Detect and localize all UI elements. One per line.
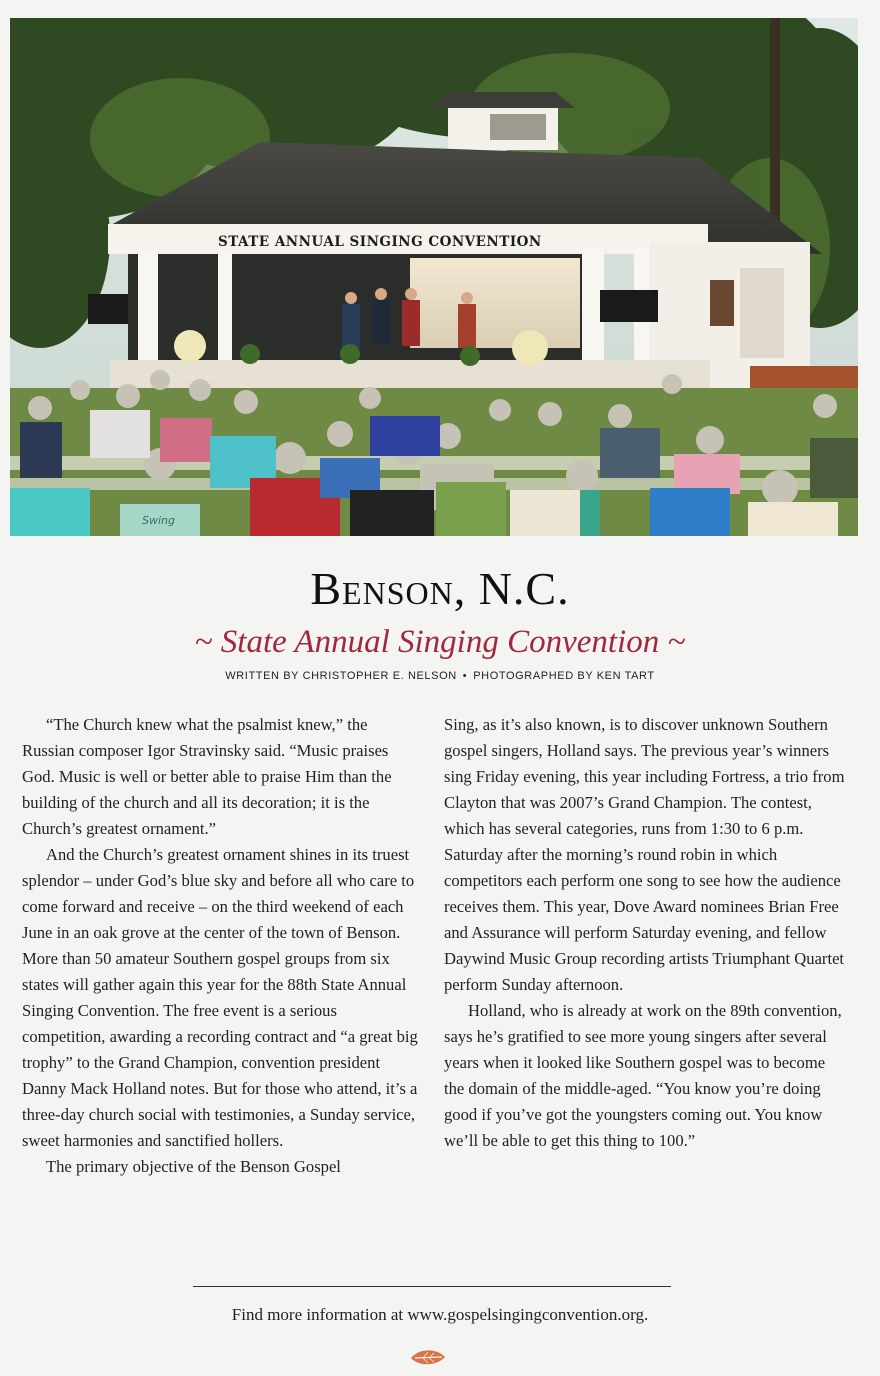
article-paragraph: The primary objective of the Benson Gospel	[46, 1157, 341, 1176]
article-paragraph: Sing, as it’s also known, is to discover unknown Southern gospel singers, Holland says. The previous year’s winners sing Friday evening, this year including Fortress, a trio from Clayton that was 2007’s Grand Champion. The contest, which has several categories, runs from 1:30 to 6 p.m. Saturday after the morning’s round robin in which competitors each perform one song to see how the audience receives them. This year, Dove Award nominees Brian Free and Assurance will perform Saturday evening, and fellow Daywind Music Group recording artists Triumphant Quartet perform Sunday afternoon.	[444, 715, 845, 994]
byline	[0, 670, 880, 682]
footer-divider	[193, 1286, 671, 1287]
article-paragraph: “The Church knew what the psalmist knew,” the Russian composer Igor Stravinsky said. “Music praises God. Music is well or better able to praise Him than the building of the church and all its decoration; it is the Church’s greatest ornament.”	[22, 715, 392, 838]
article-paragraph: Holland, who is already at work on the 89th convention, says he’s gratified to see more young singers after several years when it looked like Southern gospel was to become the domain of the middle-aged. “You know you’re doing good if you’ve got the youngsters coming out. You know we’ll be able to get this thing to 100.”	[444, 1001, 842, 1150]
article-column-right	[444, 712, 848, 1154]
leaf-ornament-icon	[409, 1346, 447, 1368]
cover-photo	[10, 18, 858, 536]
byline-separator: •	[462, 670, 468, 682]
article-paragraph: And the Church’s greatest ornament shines in its truest splendor – under God’s blue sky and before all who care to come forward and receive – on the third weekend of each June in an oak grove at the center of the town of Benson. More than 50 amateur Southern gospel groups from six states will gather again this year for the 88th State Annual Singing Convention. The free event is a serious competition, awarding a recording contract and “a great big trophy” to the Grand Champion, convention president Danny Mack Holland notes. But for those who attend, it’s a three-day church social with testimonies, a Sunday service, sweet harmonies and sanctified hollers.	[22, 845, 418, 1150]
page-title: Benson, N.C.	[310, 563, 570, 614]
footer-info: Find more information at www.gospelsingingconvention.org.	[231, 1305, 649, 1324]
page-subtitle: ~ State Annual Singing Convention ~	[194, 624, 686, 660]
byline-writer: WRITTEN BY CHRISTOPHER E. NELSON	[225, 670, 457, 682]
pavilion-concert-photo	[10, 18, 858, 536]
article-column-left	[22, 712, 418, 1180]
byline-photographer: PHOTOGRAPHED BY KEN TART	[473, 670, 655, 682]
pavilion-sign: STATE ANNUAL SINGING CONVENTION	[218, 234, 542, 250]
chair-lettering: Swing	[142, 514, 175, 527]
